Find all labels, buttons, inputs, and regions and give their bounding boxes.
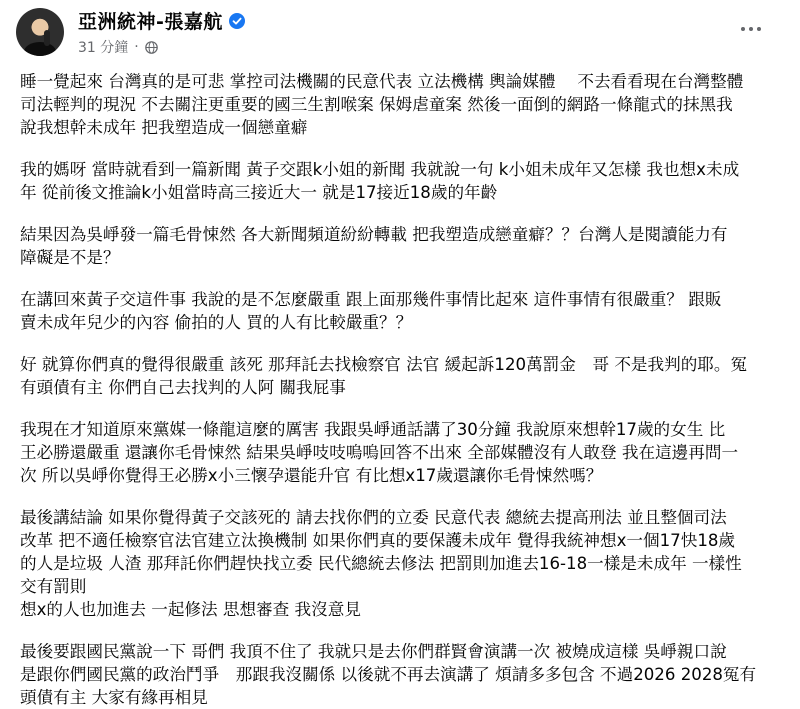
text-line: 的人是垃圾 人渣 那拜託你們趕快找立委 民代總統去修法 把罰則加進去16-18一樣是未成年 一樣性 [20, 554, 742, 573]
avatar-figure [24, 42, 56, 56]
text-line: 司法輕判的現況 不去關注更重要的國三生割喉案 保姆虐童案 然後一面倒的網路一條龍式的抹黑我 [20, 95, 733, 114]
globe-icon[interactable] [145, 41, 158, 54]
text-line: 睡一覺起來 台灣真的是可悲 掌控司法機關的民意代表 立法機構 輿論媒體 不去看看現在台灣整體 [20, 72, 744, 91]
text-line: 年 從前後文推論k小姐當時高三接近大一 就是17接近18歲的年齡 [20, 183, 498, 202]
paragraph [20, 353, 788, 399]
paragraph [20, 288, 788, 334]
separator-dot: · [134, 39, 139, 55]
text-line: 結果因為吳崢發一篇毛骨悚然 各大新聞頻道紛紛轉載 把我塑造成戀童癖？？台灣人是閱讀能力有 [20, 225, 728, 244]
paragraph [20, 598, 788, 621]
author-name[interactable]: 亞洲統神-張嘉航 [78, 11, 223, 33]
post-timestamp[interactable]: 31 分鐘 [78, 40, 129, 56]
text-line: 最後講結論 如果你覺得黃子交該死的 請去找你們的立委 民意代表 總統去提高刑法 並且整個司法 [20, 508, 727, 527]
text-line: 賣未成年兒少的內容 偷拍的人 買的人有比較嚴重？？ [20, 313, 413, 332]
text-line: 王必勝還嚴重 還讓你毛骨悚然 結果吳崢吱吱嗚嗚回答不出來 全部媒體沒有人敢登 我在這邊再問一 [20, 443, 739, 462]
post-time-row [78, 37, 245, 57]
verified-badge-icon [229, 13, 245, 29]
text-line: 障礙是不是？ [20, 248, 120, 267]
paragraph [20, 640, 788, 709]
post-header [16, 8, 776, 56]
author-name-row [78, 7, 245, 34]
more-options-icon[interactable] [734, 12, 768, 46]
paragraph [20, 158, 788, 204]
text-line: 改革 把不適任檢察官法官建立汰換機制 如果你們真的要保護未成年 覺得我統神想x一個17快18歲 [20, 531, 736, 550]
post-meta [78, 7, 245, 57]
paragraph [20, 506, 788, 598]
text-line: 有頭債有主 你們自己去找判的人阿 關我屁事 [20, 378, 346, 397]
text-line: 我的媽呀 當時就看到一篇新聞 黃子交跟k小姐的新聞 我就說一句 k小姐未成年又怎樣 我也想x未成 [20, 160, 740, 179]
avatar-microphone [44, 30, 50, 46]
text-line: 交有罰則 [20, 577, 87, 596]
text-line: 次 所以吳崢你覺得王必勝x小三懷孕還能升官 有比想x17歲還讓你毛骨悚然嗎？ [20, 466, 603, 485]
paragraph [20, 223, 788, 269]
text-line: 說我想幹未成年 把我塑造成一個戀童癖 [20, 118, 308, 137]
author-avatar[interactable] [16, 8, 64, 56]
text-line: 好 就算你們真的覺得很嚴重 該死 那拜託去找檢察官 法官 緩起訴120萬罰金 哥 不是我判的耶。冤 [20, 355, 748, 374]
text-line: 最後要跟國民黨說一下 哥們 我頂不住了 我就只是去你們群賢會演講一次 被燒成這樣 吳崢親口說 [20, 642, 727, 661]
paragraph [20, 70, 788, 139]
text-line: 在講回來黃子交這件事 我說的是不怎麼嚴重 跟上面那幾件事情比起來 這件事情有很嚴重？ 跟販 [20, 290, 722, 309]
text-line: 想x的人也加進去 一起修法 思想審查 我沒意見 [20, 600, 361, 619]
post-body [20, 70, 788, 709]
text-line: 我現在才知道原來黨媒一條龍這麼的厲害 我跟吳崢通話講了30分鐘 我說原來想幹17歲的女生 比 [20, 420, 726, 439]
text-line: 是跟你們國民黨的政治鬥爭 那跟我沒關係 以後就不再去演講了 煩請多多包含 不過2026 2028冤有 [20, 665, 757, 684]
text-line: 頭債有主 大家有緣再相見 [20, 688, 208, 707]
paragraph [20, 418, 788, 487]
